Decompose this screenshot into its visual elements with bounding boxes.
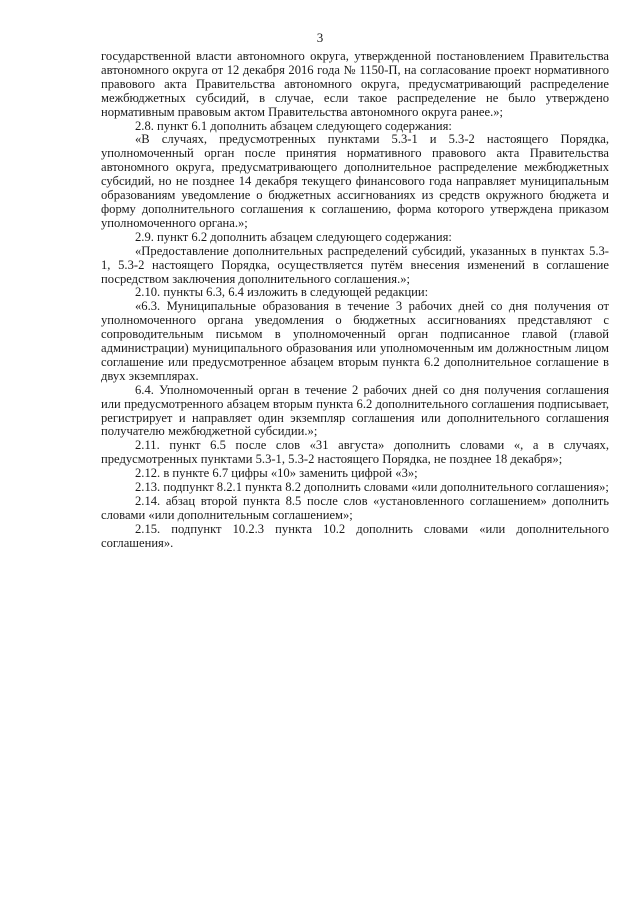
paragraph-continuation: государственной власти автономного округа, утвержденной постановлением Правительства автономного округа от 12 декабря 2016 года № 1150-П, на согласование проект нормативного правового акта Правительства автономного округа, предусматривающий распределение межбюджетных субсидий, в случае, если такое распределение не было утверждено нормативным правовым актом Правительства автономного округа ранее.»; <box>101 49 609 119</box>
document-body <box>101 50 609 551</box>
paragraph-2-8: 2.8. пункт 6.1 дополнить абзацем следующего содержания: <box>135 118 452 133</box>
page-number: 3 <box>316 30 324 45</box>
paragraph-2-11: 2.11. пункт 6.5 после слов «31 августа» дополнить словами «, а в случаях, предусмотренных пунктами 5.3-1, 5.3-2 настоящего Порядка, не позднее 18 декабря»; <box>101 438 609 467</box>
paragraph-2-10: 2.10. пункты 6.3, 6.4 изложить в следующей редакции: <box>135 285 429 300</box>
paragraph-2-14: 2.14. абзац второй пункта 8.5 после слов «установленного соглашением» дополнить словами «или дополнительным соглашением»; <box>101 494 609 522</box>
paragraph-6-2-insert: «Предоставление дополнительных распределений субсидий, указанных в пунктах 5.3-1, 5.3-2 настоящего Порядка, осуществляется путём внесения изменений в соглашение посредством заключения дополнительного соглашения.»; <box>101 243 609 286</box>
paragraph-6-3: «6.3. Муниципальные образования в течение 3 рабочих дней со дня получения от уполномоченного органа уведомления о бюджетных ассигнованиях представляют с сопроводительным письмом в уполномоченный орган подписанное главой (главой администрации) муниципального образования или уполномоченным им должностным лицом соглашение или предусмотренное абзацем вторым пункта 6.2 дополнительное соглашение в двух экземплярах. <box>101 299 609 383</box>
paragraph-2-13: 2.13. подпункт 8.2.1 пункта 8.2 дополнить словами «или дополнительного соглашения»; <box>135 480 609 495</box>
paragraph-2-12: 2.12. в пункте 6.7 цифры «10» заменить цифрой «3»; <box>135 466 418 481</box>
paragraph-6-4: 6.4. Уполномоченный орган в течение 2 рабочих дней со дня получения соглашения или предусмотренного абзацем вторым пункта 6.2 дополнительного соглашения подписывает, регистрирует и направляет один экземпляр соглашения или дополнительного соглашения получателю межбюджетной субсидии.»; <box>101 382 609 439</box>
paragraph-6-1-insert: «В случаях, предусмотренных пунктами 5.3-1 и 5.3-2 настоящего Порядка, уполномоченный орган после принятия нормативного правового акта Правительства автономного округа, предусматривающего дополнительное распределение межбюджетных субсидий, но не позднее 14 декабря текущего финансового года направляет муниципальным образованиям уведомление о бюджетных ассигнованиях из средств окружного бюджета и форму дополнительного соглашения к соглашению, форма которого утверждена приказом уполномоченного органа.»; <box>101 132 609 230</box>
paragraph-2-9: 2.9. пункт 6.2 дополнить абзацем следующего содержания: <box>135 229 452 244</box>
paragraph-2-15: 2.15. подпункт 10.2.3 пункта 10.2 дополнить словами «или дополнительного соглашения». <box>101 521 609 550</box>
